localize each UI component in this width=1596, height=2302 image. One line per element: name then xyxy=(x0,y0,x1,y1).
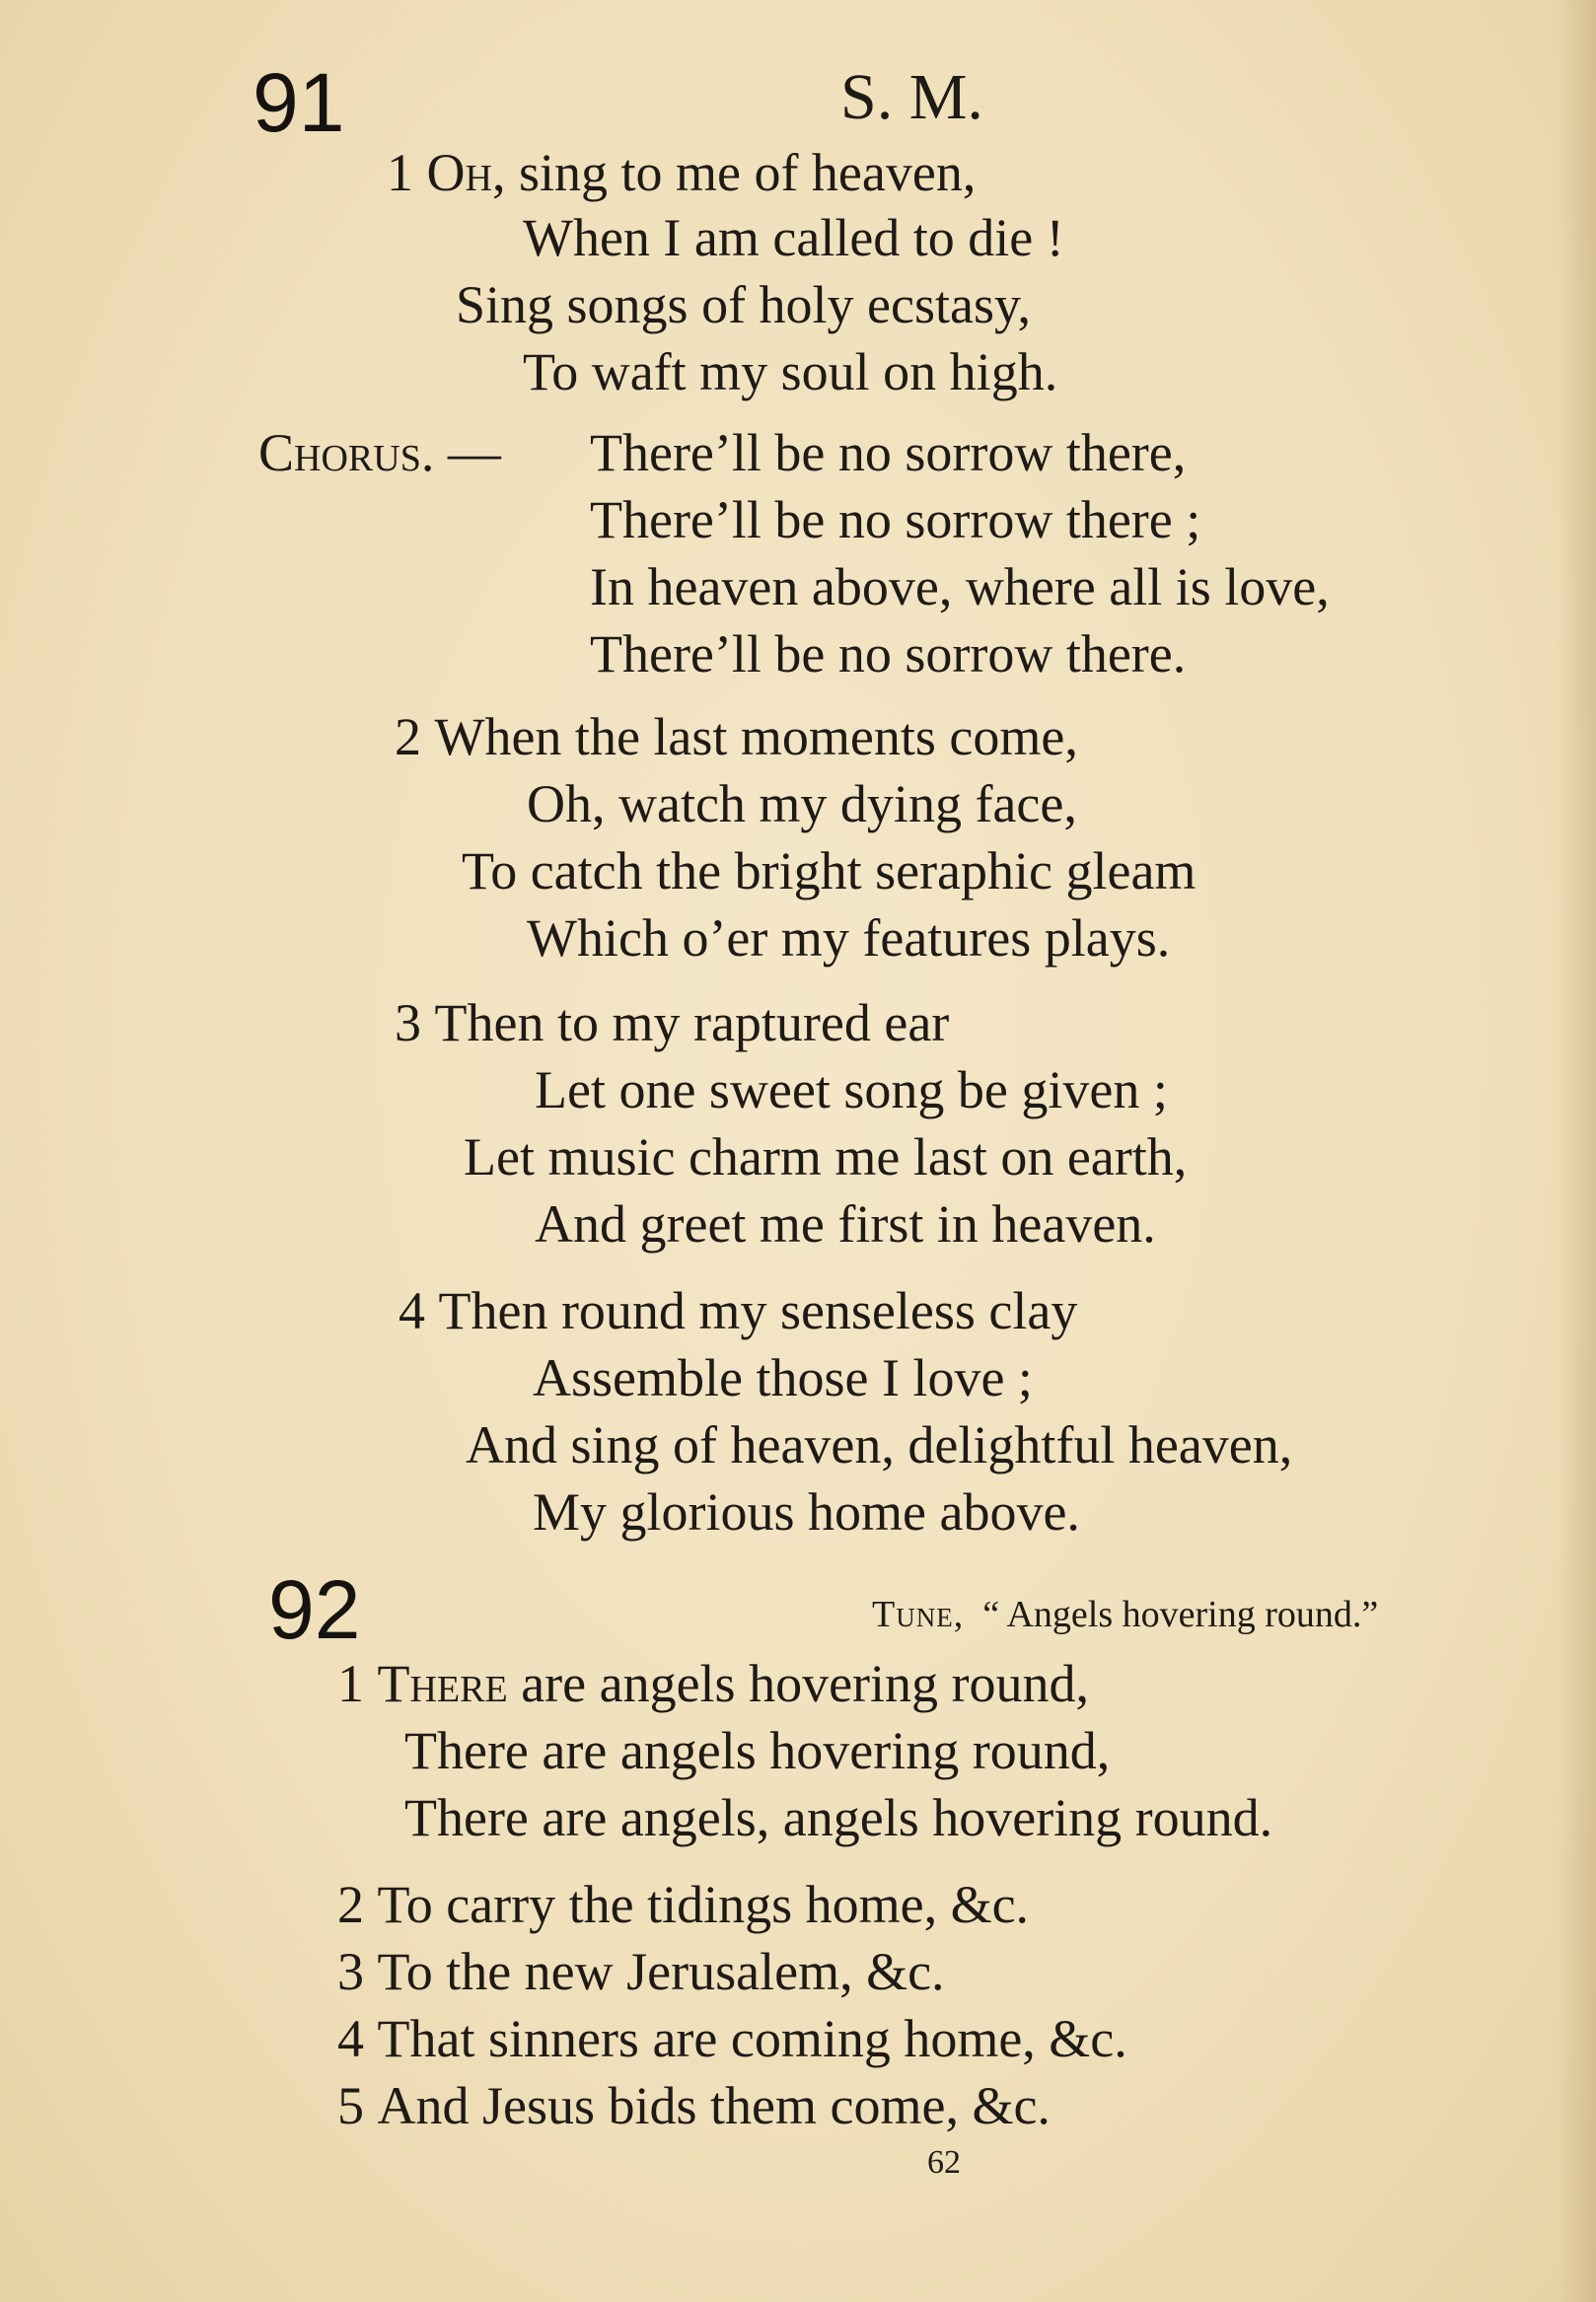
hymn-91-number: 91 xyxy=(253,56,345,149)
tune-name: “ Angels hovering round.” xyxy=(982,1594,1379,1635)
hymn-91-verse-2-line-1 xyxy=(395,707,1078,766)
hymn-91-verse-1-line-2: When I am called to die ! xyxy=(523,208,1064,267)
verse-line-text: Then to my raptured ear xyxy=(434,993,950,1052)
verse-line-rest: , sing to me of heaven, xyxy=(491,143,977,202)
hymn-91-meter: S. M. xyxy=(840,61,983,133)
hymn-91-verse-3-line-2: Let one sweet song be given ; xyxy=(535,1060,1168,1119)
verse-number: 2 xyxy=(337,1875,364,1934)
page-number: 62 xyxy=(927,2144,961,2181)
verse-number: 1 xyxy=(337,1654,364,1713)
verse-number: 5 xyxy=(337,2076,364,2135)
chorus-line-2: There’ll be no sorrow there ; xyxy=(590,490,1201,549)
hymn-92-verse-2 xyxy=(337,1875,1030,1934)
hymn-91-verse-2-line-3: To catch the bright seraphic gleam xyxy=(462,841,1197,900)
verse-first-word: There xyxy=(377,1654,508,1713)
verse-number: 1 xyxy=(387,143,413,202)
hymn-91-verse-4-line-4: My glorious home above. xyxy=(533,1482,1080,1542)
hymn-91-verse-1-line-3: Sing songs of holy ecstasy, xyxy=(456,275,1031,334)
hymn-91-verse-2-line-2: Oh, watch my dying face, xyxy=(527,774,1077,833)
hymn-92-verse-4 xyxy=(337,2009,1127,2068)
verse-line-rest: are angels hovering round, xyxy=(507,1654,1090,1713)
verse-line-text: Then round my senseless clay xyxy=(438,1281,1078,1340)
hymn-92-number: 92 xyxy=(268,1563,361,1656)
chorus-line-1: There’ll be no sorrow there, xyxy=(590,423,1187,482)
verse-number: 4 xyxy=(337,2009,364,2068)
hymn-91-verse-2-line-4: Which o’er my features plays. xyxy=(527,908,1171,968)
hymn-92-tune xyxy=(872,1596,1378,1633)
tune-label: Tune, xyxy=(872,1594,965,1635)
verse-number: 3 xyxy=(337,1942,364,2001)
hymn-92-verse-1-line-1 xyxy=(337,1654,1090,1713)
hymn-91-verse-1-line-4: To waft my soul on high. xyxy=(523,342,1058,401)
hymn-91-verse-3-line-4: And greet me first in heaven. xyxy=(535,1194,1156,1254)
verse-number: 4 xyxy=(399,1281,425,1340)
hymn-91-verse-4-line-3: And sing of heaven, delightful heaven, xyxy=(466,1415,1293,1475)
hymn-92-verse-1-line-3: There are angels, angels hovering round. xyxy=(404,1788,1273,1847)
verse-number: 2 xyxy=(395,707,421,766)
hymn-91-verse-3-line-3: Let music charm me last on earth, xyxy=(464,1127,1188,1187)
verse-line-text: That sinners are coming home, &c. xyxy=(377,2009,1127,2068)
verse-line-text: When the last moments come, xyxy=(434,707,1078,766)
hymn-91-verse-4-line-2: Assemble those I love ; xyxy=(533,1348,1033,1407)
hymn-92-verse-5 xyxy=(337,2076,1051,2135)
chorus-label: Chorus. — xyxy=(258,423,501,482)
hymn-92-verse-1-line-2: There are angels hovering round, xyxy=(404,1721,1111,1780)
hymn-91-verse-1-line-1 xyxy=(387,143,977,202)
chorus-line-4: There’ll be no sorrow there. xyxy=(590,624,1187,683)
chorus-line-3: In heaven above, where all is love, xyxy=(590,557,1330,616)
verse-line-text: And Jesus bids them come, &c. xyxy=(377,2076,1051,2135)
verse-number: 3 xyxy=(395,993,421,1052)
verse-first-word: Oh xyxy=(426,143,492,202)
hymn-91-verse-4-line-1 xyxy=(399,1281,1078,1340)
hymn-92-verse-3 xyxy=(337,1942,945,2001)
hymn-91-verse-3-line-1 xyxy=(395,993,950,1052)
verse-line-text: To carry the tidings home, &c. xyxy=(377,1875,1030,1934)
verse-line-text: To the new Jerusalem, &c. xyxy=(377,1942,945,2001)
